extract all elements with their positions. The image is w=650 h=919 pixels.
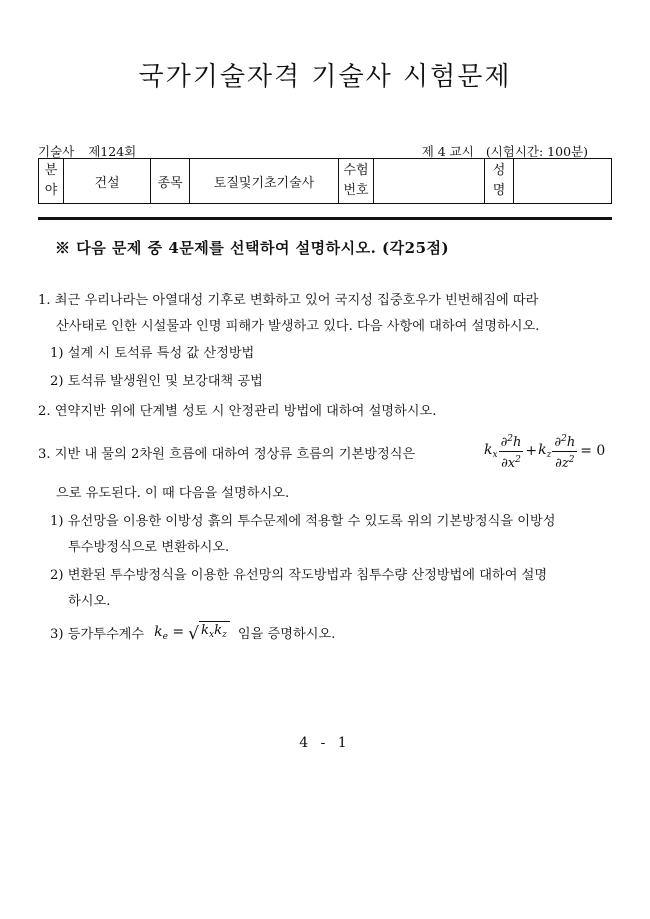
exam-session: 제 4 교시	[421, 144, 474, 159]
field-value-cell: 건설	[64, 159, 151, 204]
exam-header	[38, 142, 612, 158]
name-label-cell	[485, 159, 514, 204]
question-2: 2. 연약지반 위에 단계별 성토 시 안정관리 방법에 대하여 설명하시오.	[38, 404, 437, 419]
page-title: 국가기술자격 기술사 시험문제	[138, 62, 512, 92]
name-label-bottom: 명	[492, 183, 506, 198]
question-3-sub-2-line-1: 2) 변환된 투수방정식을 이용한 유선망의 작도방법과 침투수량 산정방법에 대하여 설명	[50, 568, 548, 583]
question-3-sub-3-suffix: 임을 증명하시오.	[237, 627, 336, 642]
field-label-bottom: 야	[44, 183, 58, 198]
sqrt-sign: √	[188, 624, 200, 644]
eq-sqrt-radicand: $k_xk_z$	[199, 621, 230, 644]
eq-equals-zero: = 0	[580, 443, 606, 459]
page-number: 4 - 1	[299, 735, 351, 751]
eq-kz: $k_z$	[538, 442, 552, 460]
exam-number-field[interactable]	[374, 159, 485, 204]
question-1-line-2: 산사태로 인한 시설물과 인명 피해가 발생하고 있다. 다음 사항에 대하여 설명하시오.	[56, 319, 540, 334]
exam-category: 기술사	[38, 144, 75, 159]
eq-den-z: $\partial z^2$	[555, 454, 575, 471]
exam-number-label-top: 수험	[343, 163, 369, 178]
eq-num-x: ∂$^2$h	[499, 431, 524, 452]
item-value-cell: 토질및기초기술사	[190, 159, 339, 204]
field-label-cell	[39, 159, 64, 204]
question-3-sub-1-line-1: 1) 유선망을 이용한 이방성 흙의 투수문제에 적용할 수 있도록 위의 기본방정식을 이방성	[50, 514, 556, 529]
question-3-line-1: 3. 지반 내 물의 2차원 흐름에 대하여 정상류 흐름의 기본방정식은	[38, 447, 416, 462]
item-label-cell: 종목	[151, 159, 190, 204]
eq-sqrt	[188, 621, 230, 644]
exam-time: (시험시간: 100분)	[485, 144, 588, 159]
exam-info-table	[38, 158, 612, 204]
question-1-sub-1: 1) 설계 시 토석류 특성 값 산정방법	[50, 346, 255, 361]
eq-fraction-x	[499, 431, 524, 472]
eq-fraction-z	[552, 431, 577, 472]
exam-number-label-cell	[339, 159, 374, 204]
question-3-sub-3	[50, 621, 335, 644]
instruction-text: ※ 다음 문제 중 4문제를 선택하여 설명하시오. (각25점)	[55, 239, 450, 257]
eq-ke: $k_e$ =	[154, 623, 185, 642]
exam-round: 제124회	[88, 144, 137, 159]
question-3-sub-3-prefix: 3) 등가투수계수	[50, 627, 145, 642]
eq-plus: +	[525, 443, 538, 459]
eq-den-x: $\partial x^2$	[501, 454, 521, 471]
question-1-line-1: 1. 최근 우리나라는 아열대성 기후로 변화하고 있어 국지성 집중호우가 빈번해짐에 따라	[38, 293, 539, 308]
question-3-line-2: 으로 유도된다. 이 때 다음을 설명하시오.	[56, 486, 290, 501]
name-label-top: 성	[492, 163, 506, 178]
field-label-top: 분	[44, 163, 58, 178]
eq-kx: $k_x$	[484, 442, 498, 460]
question-3-sub-1-line-2: 투수방정식으로 변환하시오.	[68, 540, 230, 555]
laplace-equation	[484, 430, 605, 472]
question-3-sub-2-line-2: 하시오.	[68, 594, 111, 609]
exam-number-label-bottom: 번호	[343, 183, 369, 198]
question-1-sub-2: 2) 토석류 발생원인 및 보강대책 공법	[50, 374, 263, 389]
header-divider	[38, 217, 612, 220]
name-field[interactable]	[514, 159, 612, 204]
eq-num-z: ∂$^2$h	[552, 431, 577, 452]
